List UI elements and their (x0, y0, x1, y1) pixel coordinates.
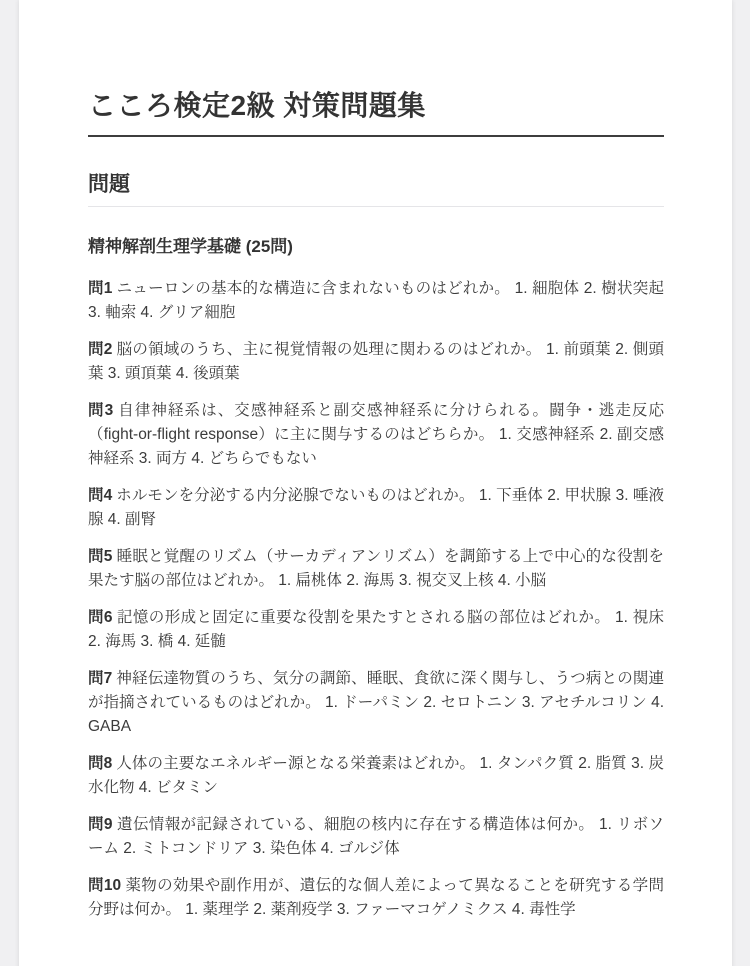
question-number-2: 問2 (88, 341, 113, 358)
question-number-4: 問4 (88, 487, 113, 504)
question-number-7: 問7 (88, 670, 113, 687)
question-number-6: 問6 (88, 609, 113, 626)
question-text-8: 人体の主要なエネルギー源となる栄養素はどれか。 1. タンパク質 2. 脂質 3. 炭水化物 4. ビタミン (88, 755, 664, 796)
question-item-8 (88, 752, 664, 800)
question-item-2 (88, 338, 664, 386)
question-item-9 (88, 813, 664, 861)
question-text-1: ニューロンの基本的な構造に含まれないものはどれか。 1. 細胞体 2. 樹状突起 3. 軸索 4. グリア細胞 (88, 280, 664, 321)
question-text-7: 神経伝達物質のうち、気分の調節、睡眠、食欲に深く関与し、うつ病との関連が指摘されているものはどれか。 1. ドーパミン 2. セロトニン 3. アセチルコリン 4. GABA (88, 670, 664, 735)
question-text-6: 記憶の形成と固定に重要な役割を果たすとされる脳の部位はどれか。 1. 視床 2. 海馬 3. 橋 4. 延髄 (88, 609, 665, 650)
subsection-heading-category: 精神解剖生理学基礎 (25問) (88, 237, 293, 256)
question-item-3 (88, 399, 664, 471)
question-number-10: 問10 (88, 877, 122, 894)
question-text-5: 睡眠と覚醒のリズム（サーカディアンリズム）を調節する上で中心的な役割を果たす脳の部位はどれか。 1. 扁桃体 2. 海馬 3. 視交叉上核 4. 小脳 (88, 548, 665, 589)
question-text-3: 自律神経系は、交感神経系と副交感神経系に分けられる。闘争・逃走反応（fight-or-flight response）に主に関与するのはどちらか。 1. 交感神経系 2. 副交感神経系 3. 両方 4. どちらでもない (88, 402, 664, 467)
section-heading-questions: 問題 (88, 171, 664, 207)
question-number-1: 問1 (88, 280, 113, 297)
question-number-3: 問3 (88, 402, 114, 419)
page-card (19, 0, 732, 966)
question-text-4: ホルモンを分泌する内分泌腺でないものはどれか。 1. 下垂体 2. 甲状腺 3. 唾液腺 4. 副腎 (88, 487, 665, 528)
question-number-5: 問5 (88, 548, 113, 565)
question-item-6 (88, 606, 664, 654)
question-item-1 (88, 277, 664, 325)
question-number-9: 問9 (88, 816, 113, 833)
question-text-10: 薬物の効果や副作用が、遺伝的な個人差によって異なることを研究する学問分野は何か。 1. 薬理学 2. 薬剤疫学 3. ファーマコゲノミクス 4. 毒性学 (88, 877, 664, 918)
question-item-4 (88, 484, 664, 532)
question-item-10 (88, 874, 664, 922)
question-text-9: 遺伝情報が記録されている、細胞の核内に存在する構造体は何か。 1. リボソーム 2. ミトコンドリア 3. 染色体 4. ゴルジ体 (88, 816, 665, 857)
document-title: こころ検定2級 対策問題集 (88, 88, 664, 137)
question-item-7 (88, 667, 664, 739)
question-number-8: 問8 (88, 755, 113, 772)
question-text-2: 脳の領域のうち、主に視覚情報の処理に関わるのはどれか。 1. 前頭葉 2. 側頭葉 3. 頭頂葉 4. 後頭葉 (88, 341, 664, 382)
question-item-5 (88, 545, 664, 593)
